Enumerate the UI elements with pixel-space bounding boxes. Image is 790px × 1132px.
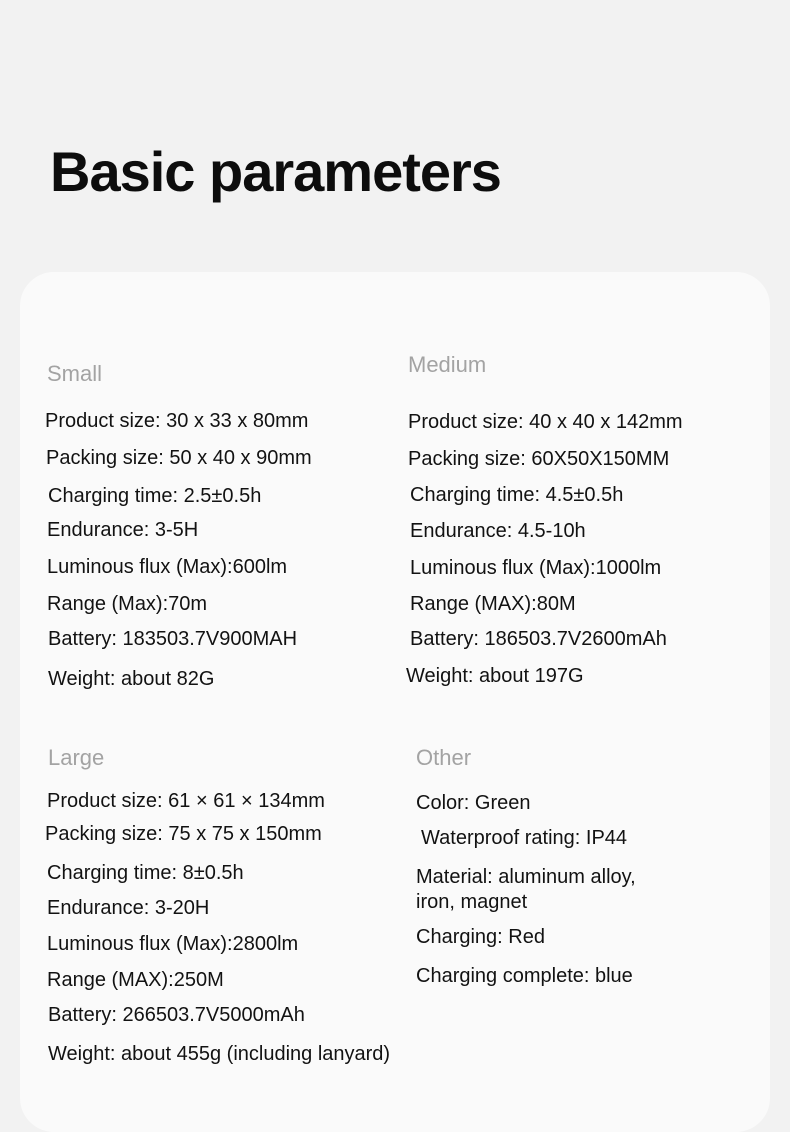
spec-line: Battery: 183503.7V900MAH [48, 628, 298, 650]
spec-line: Battery: 186503.7V2600mAh [410, 628, 667, 650]
spec-line: Charging complete: blue [416, 965, 633, 987]
medium-section [406, 352, 683, 687]
spec-line: Luminous flux (Max):1000lm [410, 557, 662, 579]
section-heading-small: Small [47, 361, 103, 386]
spec-line: Endurance: 4.5-10h [410, 520, 586, 542]
section-heading-large: Large [48, 745, 105, 770]
spec-line: Charging time: 8±0.5h [47, 862, 244, 884]
spec-line: Weight: about 197G [406, 665, 584, 687]
small-section [45, 361, 312, 690]
spec-line: Charging time: 2.5±0.5h [48, 485, 262, 507]
spec-line: Material: aluminum alloy, [416, 866, 636, 888]
spec-line: iron, magnet [416, 891, 528, 913]
spec-line: Packing size: 50 x 40 x 90mm [46, 447, 312, 469]
spec-line: Product size: 40 x 40 x 142mm [408, 411, 683, 433]
spec-line: Waterproof rating: IP44 [421, 827, 628, 849]
spec-line: Product size: 30 x 33 x 80mm [45, 410, 309, 432]
large-section [45, 745, 391, 1065]
other-section [416, 745, 636, 987]
spec-line: Endurance: 3-5H [47, 519, 199, 541]
section-heading-other: Other [416, 745, 472, 770]
section-heading-medium: Medium [408, 352, 487, 377]
spec-line: Range (Max):70m [47, 593, 208, 615]
spec-line: Luminous flux (Max):600lm [47, 556, 288, 578]
spec-line: Charging time: 4.5±0.5h [410, 484, 624, 506]
spec-line: Range (MAX):250M [47, 969, 224, 991]
spec-line: Range (MAX):80M [410, 593, 576, 615]
spec-line: Weight: about 455g (including lanyard) [48, 1043, 391, 1065]
spec-line: Packing size: 75 x 75 x 150mm [45, 823, 322, 845]
spec-line: Packing size: 60X50X150MM [408, 448, 670, 470]
spec-line: Color: Green [416, 792, 531, 814]
spec-line: Product size: 61 × 61 × 134mm [47, 790, 325, 812]
spec-line: Charging: Red [416, 926, 545, 948]
spec-line: Battery: 266503.7V5000mAh [48, 1004, 305, 1026]
spec-line: Weight: about 82G [48, 668, 215, 690]
spec-line: Luminous flux (Max):2800lm [47, 933, 299, 955]
spec-line: Endurance: 3-20H [47, 897, 210, 919]
page-title: Basic parameters [50, 140, 501, 203]
